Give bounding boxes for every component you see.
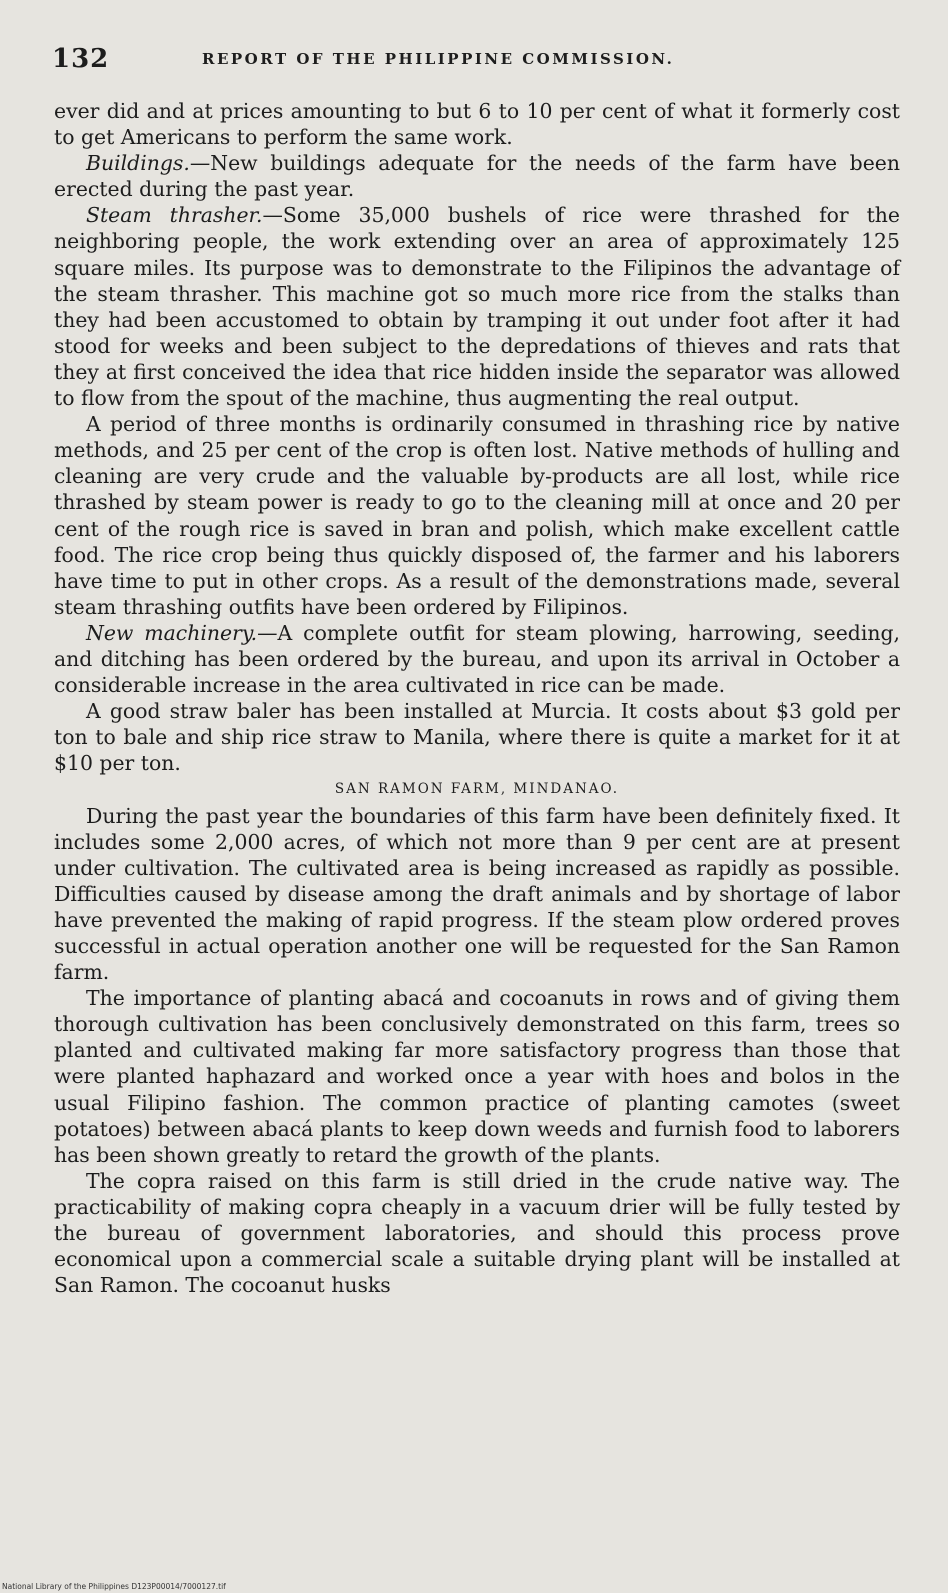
text-steam-thrasher: —Some 35,000 bushels of rice were thrashed for the neighboring people, the work extending over an area of approximately 125 square miles. Its purpose was to demonstrate to the Filipinos the advantage of the steam thrasher. This machine got so much more rice from the stalks than they had been accustomed to obtain by tramping it out under foot after it had stood for weeks and been subject to the depredations of thieves and rats that they at first conceived the idea that rice hidden inside the separator was allowed to flow from the spout of the machine, thus augmenting the real output. — [54, 203, 900, 411]
paragraph-straw-baler: A good straw baler has been installed at Murcia. It costs about $3 gold per ton to bale and ship rice straw to Manila, where there is quite a market for it at $10 per ton. — [54, 699, 900, 776]
scan-footer: National Library of the Philippines D123P00014/7000127.tif — [2, 1582, 226, 1591]
page-number: 132 — [52, 44, 110, 74]
paragraph-buildings — [54, 150, 900, 202]
section-title: SAN RAMON FARM, MINDANAO. — [334, 781, 620, 798]
paragraph-abaca: The importance of planting abacá and cocoanuts in rows and of giving them thorough cultivation has been conclusively demonstrated on this farm, trees so planted and cultivated making far more satisfactory progress than those that were planted haphazard and worked once a year with hoes and bolos in the usual Filipino fashion. The common practice of planting camotes (sweet potatoes) between abacá plants to keep down weeds and furnish food to laborers has been shown greatly to retard the growth of the plants. — [54, 986, 900, 1167]
paragraph-continuation: ever did and at prices amounting to but 6 to 10 per cent of what it formerly cost to get Americans to perform the same work. — [54, 99, 900, 150]
lead-steam-thrasher: Steam thrasher. — [86, 203, 263, 228]
paragraph-steam-thrasher — [54, 202, 900, 411]
running-head: REPORT OF THE PHILIPPINE COMMISSION. — [202, 50, 675, 68]
paragraph-new-machinery — [54, 620, 900, 698]
page-body — [54, 98, 900, 1298]
page-header — [52, 44, 896, 80]
lead-buildings: Buildings. — [86, 151, 190, 176]
paragraph-boundaries: During the past year the boundaries of this farm have been definitely fixed. It includes some 2,000 acres, of which not more than 9 per cent are at present under cultivation. The cultivated area is being increased as rapidly as possible. Difficulties caused by disease among the draft animals and by shortage of labor have prevented the making of rapid progress. If the steam plow ordered proves successful in actual operation another one will be requested for the San Ramon farm. — [54, 803, 900, 985]
text-new-machinery: —A complete outfit for steam plowing, harrowing, seeding, and ditching has been ordered by the bureau, and upon its arrival in October a considerable increase in the area cultivated in rice can be made. — [54, 620, 901, 698]
paragraph-native-methods: A period of three months is ordinarily consumed in thrashing rice by native methods, and 25 per cent of the crop is often lost. Native methods of hulling and cleaning are very crude and the valuable by-products are all lost, while rice thrashed by steam power is ready to go to the cleaning mill at once and 20 per cent of the rough rice is saved in bran and polish, which make excellent cattle food. The rice crop being thus quickly disposed of, the farmer and his laborers have time to put in other crops. As a result of the demonstrations made, several steam thrashing outfits have been ordered by Filipinos. — [54, 412, 900, 619]
text-buildings: —New buildings adequate for the needs of the farm have been erected during the past year. — [54, 151, 900, 202]
lead-new-machinery: New machinery. — [86, 620, 258, 645]
paragraph-copra: The copra raised on this farm is still dried in the crude native way. The practicability of making copra cheaply in a vacuum drier will be fully tested by the bureau of government laboratories, and should this process prove economical upon a commercial scale a suitable drying plant will be installed at San Ramon. The cocoanut husks — [54, 1168, 900, 1298]
